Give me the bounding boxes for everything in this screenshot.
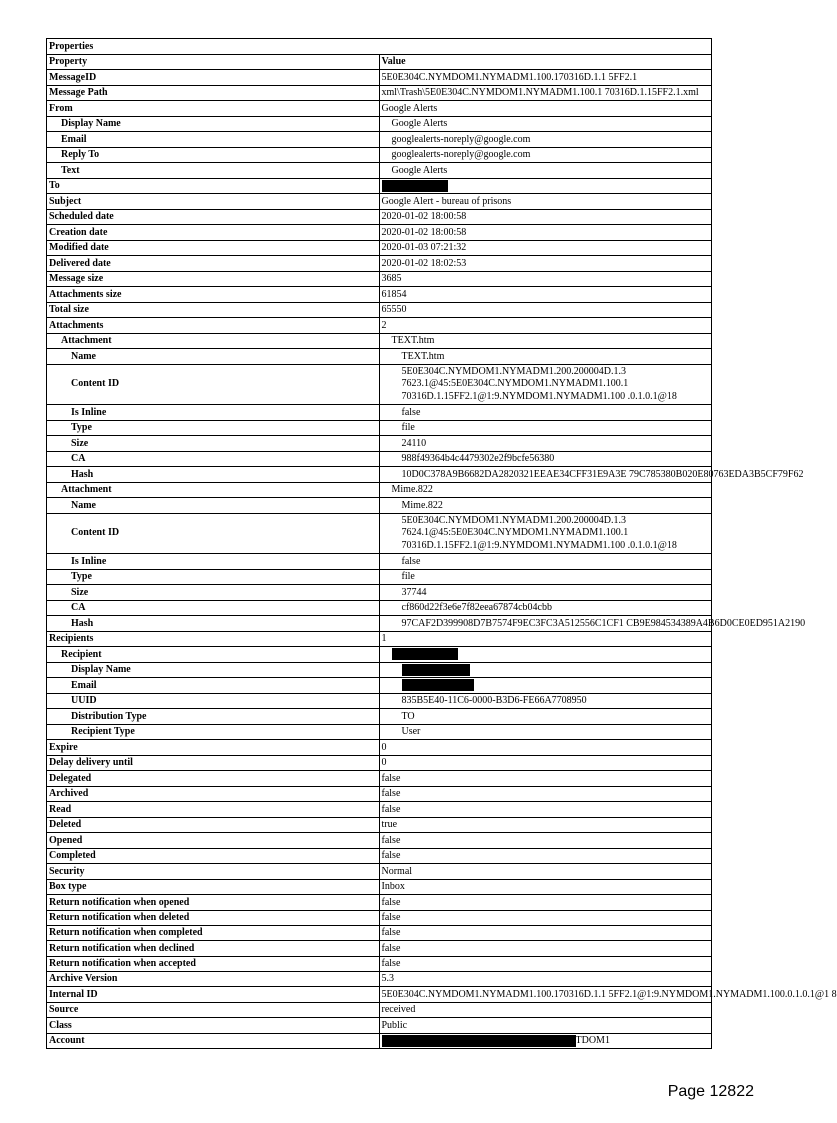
property-value: false [379,926,712,941]
property-name: Attachments size [47,287,380,303]
property-name: Hash [47,467,380,483]
property-name: Hash [47,616,380,632]
table-row [47,941,712,957]
redaction-bar [402,679,474,691]
property-name: Completed [47,848,380,864]
table-row [47,802,712,818]
property-name: Distribution Type [47,709,380,725]
property-name: Source [47,1002,380,1018]
table-row [47,817,712,833]
property-name: Text [47,163,380,179]
property-value [379,678,712,694]
table-row [47,740,712,756]
table-row [47,209,712,225]
property-name: Opened [47,833,380,849]
property-value: false [379,802,712,818]
table-row [47,302,712,318]
redaction-bar [382,180,448,192]
table-row [47,436,712,452]
table-row [47,1033,712,1049]
property-value: 2020-01-02 18:00:58 [379,225,712,241]
account-suffix: TDOM1 [575,1035,610,1047]
table-row [47,709,712,725]
property-value: 97CAF2D399908D7B7574F9EC3FC3A512556C1CF1 CB9E984534389A4B6D0CE0ED951A2190 [379,616,712,632]
content-id-line: 5E0E304C.NYMDOM1.NYMADM1.200.200004D.1.3 [401,365,626,377]
content-id-line: 5E0E304C.NYMDOM1.NYMADM1.200.200004D.1.3 [401,514,626,526]
property-value: 0 [379,755,712,771]
property-name: Account [47,1033,380,1049]
table-row [47,631,712,647]
content-id-line: 70316D.1.15FF2.1@1:9.NYMDOM1.NYMADM1.100 .0.1.0.1@18 [401,390,677,402]
table-row [47,848,712,864]
property-name: Recipient Type [47,724,380,740]
property-name: MessageID [47,70,380,86]
property-name: From [47,101,380,117]
properties-table [46,38,837,1049]
property-name: Deleted [47,817,380,833]
table-row [47,178,712,194]
property-value: Google Alerts [379,163,712,179]
property-name: Box type [47,879,380,895]
page-number: Page 12822 [667,1083,754,1100]
property-value: 61854 [379,287,712,303]
redaction-bar [402,664,470,676]
table-row [47,647,712,663]
property-value: false [379,941,712,957]
property-value [379,647,712,663]
property-name: Size [47,436,380,452]
property-name: Subject [47,194,380,210]
property-value: Public [379,1018,712,1034]
table-row [47,147,712,163]
table-row [47,724,712,740]
redaction-bar [392,648,458,660]
property-value: false [379,910,712,926]
property-name: Email [47,132,380,148]
property-name: Attachments [47,318,380,334]
table-row [47,70,712,86]
property-name: Scheduled date [47,209,380,225]
property-value: cf860d22f3e6e7f82eea67874cb04cbb [379,600,712,616]
property-value: Mime.822 [379,482,712,498]
property-value: Google Alert - bureau of prisons [379,194,712,210]
property-value: false [379,895,712,911]
property-value: 2020-01-03 07:21:32 [379,240,712,256]
table-row [47,616,712,632]
property-value [379,1033,712,1049]
property-value: true [379,817,712,833]
content-id-line: 70316D.1.15FF2.1@1:9.NYMDOM1.NYMADM1.100 .0.1.0.1@18 [401,539,677,551]
table-row [47,585,712,601]
table-row [47,256,712,272]
property-value: 24110 [379,436,712,452]
property-name: Delivered date [47,256,380,272]
table-row [47,420,712,436]
property-value: Google Alerts [379,116,712,132]
table-row [47,349,712,365]
property-name: To [47,178,380,194]
property-name: CA [47,451,380,467]
table-row [47,864,712,880]
table-row [47,85,712,101]
property-name: Content ID [47,513,380,554]
table-row [47,771,712,787]
property-value: TEXT.htm [379,333,712,349]
table-row [47,786,712,802]
property-value: false [379,554,712,570]
table-row [47,693,712,709]
table-row [47,405,712,421]
table-row [47,956,712,971]
table-row [47,513,712,554]
property-name: UUID [47,693,380,709]
property-value: 988f49364b4c4479302e2f9bcfe56380 [379,451,712,467]
table-row [47,240,712,256]
table-row [47,498,712,514]
table-row [47,467,712,483]
property-value [379,662,712,678]
table-row [47,755,712,771]
property-name: Is Inline [47,554,380,570]
property-value: 5.3 [379,971,712,987]
table-row [47,569,712,585]
property-value: User [379,724,712,740]
table-row [47,662,712,678]
property-name: Archive Version [47,971,380,987]
table-row [47,287,712,303]
table-row [47,833,712,849]
property-name: Return notification when completed [47,926,380,941]
table-row [47,482,712,498]
property-name: Archived [47,786,380,802]
table-row [47,910,712,926]
property-name: Delay delivery until [47,755,380,771]
table-row [47,225,712,241]
table-row [47,1018,712,1034]
property-name: Name [47,349,380,365]
column-header-value: Value [379,54,712,70]
property-name: Email [47,678,380,694]
table-row [47,926,712,941]
property-value: Inbox [379,879,712,895]
table-row [47,116,712,132]
property-name: Return notification when accepted [47,956,380,971]
property-name: Recipient [47,647,380,663]
property-name: Message Path [47,85,380,101]
property-value: 0 [379,740,712,756]
table-row [47,101,712,117]
property-value: false [379,771,712,787]
property-name: Recipients [47,631,380,647]
property-value: received [379,1002,712,1018]
property-value: 5E0E304C.NYMDOM1.NYMADM1.100.170316D.1.1 5FF2.1 [379,70,712,86]
property-name: Size [47,585,380,601]
property-name: Name [47,498,380,514]
table-row [47,987,712,1003]
property-name: Security [47,864,380,880]
property-name: Type [47,569,380,585]
property-name: Content ID [47,364,380,405]
property-value [379,513,712,554]
table-row [47,600,712,616]
table-header-row [47,54,712,70]
property-name: Read [47,802,380,818]
table-row [47,451,712,467]
property-name: Reply To [47,147,380,163]
content-id-line: 7623.1@45:5E0E304C.NYMDOM1.NYMADM1.100.1 [401,378,629,389]
table-row [47,678,712,694]
property-value: Normal [379,864,712,880]
table-row [47,1002,712,1018]
table-row [47,895,712,911]
property-value: 65550 [379,302,712,318]
property-value: 3685 [379,271,712,287]
property-value: file [379,569,712,585]
property-value: 10D0C378A9B6682DA2820321EEAE34CFF31E9A3E 79C785380B020E80763EDA3B5CF79F62 [379,467,712,483]
property-value: googlealerts-noreply@google.com [379,132,712,148]
redaction-bar [382,1035,576,1047]
property-value: Google Alerts [379,101,712,117]
property-name: Total size [47,302,380,318]
property-name: Return notification when opened [47,895,380,911]
property-value: TO [379,709,712,725]
property-name: Internal ID [47,987,380,1003]
property-name: Display Name [47,116,380,132]
table-row [47,333,712,349]
property-name: Class [47,1018,380,1034]
property-value: 37744 [379,585,712,601]
property-name: Modified date [47,240,380,256]
property-name: Message size [47,271,380,287]
property-value: 835B5E40-11C6-0000-B3D6-FE66A7708950 [379,693,712,709]
property-name: Creation date [47,225,380,241]
property-value: xml\Trash\5E0E304C.NYMDOM1.NYMADM1.100.1 70316D.1.15FF2.1.xml [379,85,712,101]
property-value [379,364,712,405]
table-row [47,132,712,148]
table-title-row [47,39,712,55]
property-value: TEXT.htm [379,349,712,365]
property-name: Is Inline [47,405,380,421]
column-header-property: Property [47,54,380,70]
table-title: Properties [47,39,712,55]
property-name: CA [47,600,380,616]
property-value: false [379,848,712,864]
property-name: Display Name [47,662,380,678]
property-name: Expire [47,740,380,756]
table-row [47,194,712,210]
property-value: false [379,786,712,802]
property-name: Return notification when deleted [47,910,380,926]
property-name: Type [47,420,380,436]
table-row [47,554,712,570]
property-value: false [379,833,712,849]
property-value: 2020-01-02 18:00:58 [379,209,712,225]
table-row [47,879,712,895]
property-name: Return notification when declined [47,941,380,957]
property-value: file [379,420,712,436]
table-row [47,364,712,405]
property-name: Delegated [47,771,380,787]
table-row [47,271,712,287]
content-id-line: 7624.1@45:5E0E304C.NYMDOM1.NYMADM1.100.1 [401,527,629,538]
property-value [379,178,712,194]
property-value: 5E0E304C.NYMDOM1.NYMADM1.100.170316D.1.1 5FF2.1@1:9.NYMDOM1.NYMADM1.100.0.1.0.1@1 8 [379,987,712,1003]
property-value: googlealerts-noreply@google.com [379,147,712,163]
table-row [47,163,712,179]
property-value: Mime.822 [379,498,712,514]
property-value: false [379,956,712,971]
table-row [47,971,712,987]
properties-sheet [46,38,837,1049]
property-name: Attachment [47,333,380,349]
property-value: 2 [379,318,712,334]
property-value: 1 [379,631,712,647]
property-value: 2020-01-02 18:02:53 [379,256,712,272]
table-row [47,318,712,334]
property-name: Attachment [47,482,380,498]
property-value: false [379,405,712,421]
